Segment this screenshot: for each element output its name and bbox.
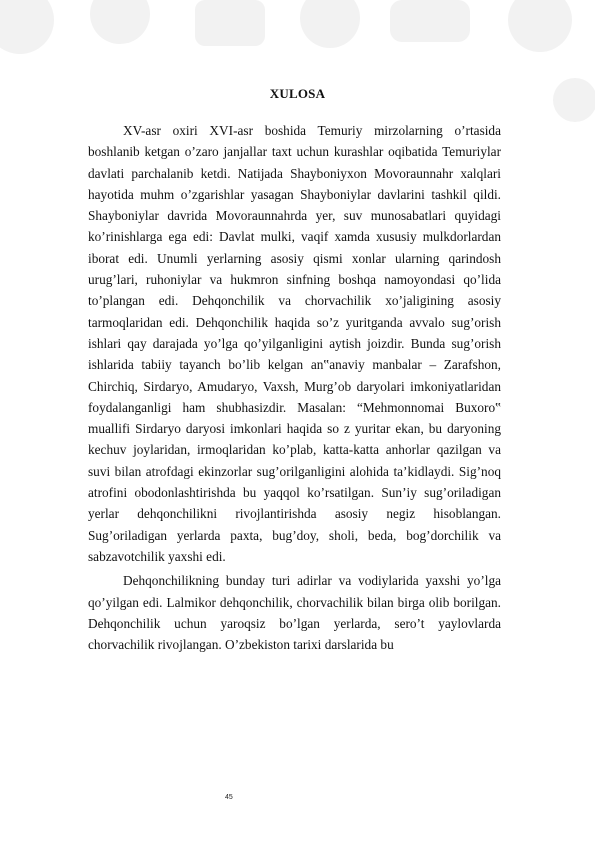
paragraph-2: Dehqonchilikning bunday turi adirlar va vodiylarida yaxshi yo’lga qo’yilgan edi. Lalmikor dehqonchilik, chorvachilik bilan birga olib borilgan. Dehqonchilik uchun yaroqsiz bo’lgan yerlarda, sero’t yaylovlarda chorvachilik rivojlangan. O’zbekiston tarixi darslarida bu — [88, 573, 501, 653]
page-number: 45 — [225, 794, 233, 801]
page-title: XULOSA — [269, 86, 326, 101]
paragraph-1: XV-asr oxiri XVI-asr boshida Temuriy mirzolarning o’rtasida boshlanib ketgan o’zaro janjallar taxt uchun kurashlar oqibatida Temuriylar davlati parchalanib ketdi. Natijada Shayboniyxon Movoraunnahr xalqlari hayotida muhm o’zgarishlar yasagan Shayboniylar davlarini tashkil qildi. Shayboniylar davrida Movoraunnahrda yer, suv munosabatlari quyidagi ko’rinishlarga ega edi: Davlat mulki, vaqif xamda xususiy mulkdorlardan iborat edi. Unumli yerlarning asosiy qismi xonlar ularning qarindosh urug’lari, ruhoniylar va hukmron sinfning boshqa namoyondasi qo’lida to’plangan edi. Dehqonchilik va chorvachilik xo’jaligining asosiy tarmoqlaridan edi. Dehqonchilik haqida so’z yuritganda avvalo sug’orish ishlari qay darajada yo’lga qo’yilganligini aytish joizdir. Bunda sug’orish ishlarida tabiiy tayanch bo’lib kelgan an‟anaviy manbalar – Zarafshon, Chirchiq, Sirdaryo, Amudaryo, Vaxsh, Murg’ob daryolari imkoniyatlaridan foydalanganligi ham shubhasizdir. Masalan: “Mehmonnomai Buxoro‟ muallifi Sirdaryo daryosi imkonlari haqida so z yuritar ekan, bu daryoning kechuv joylaridan, irmoqlaridan ko’plab, katta-katta anhorlar qazilgan va suvi bilan atrofdagi ekinzorlar sug’orilganligini alohida ta’kidlaydi. Sig’noq atrofini obodonlashtirishda bu yaqqol ko’rsatilgan. Sun’iy sug’oriladigan yerlar dehqonchilikni rivojlantirishda asosiy negiz hisoblangan. Sug’oriladigan yerlarda paxta, bug’doy, sholi, beda, bog’dorchilik va sabzavotchilik yaxshi edi. — [88, 123, 501, 564]
document-body — [88, 120, 501, 655]
